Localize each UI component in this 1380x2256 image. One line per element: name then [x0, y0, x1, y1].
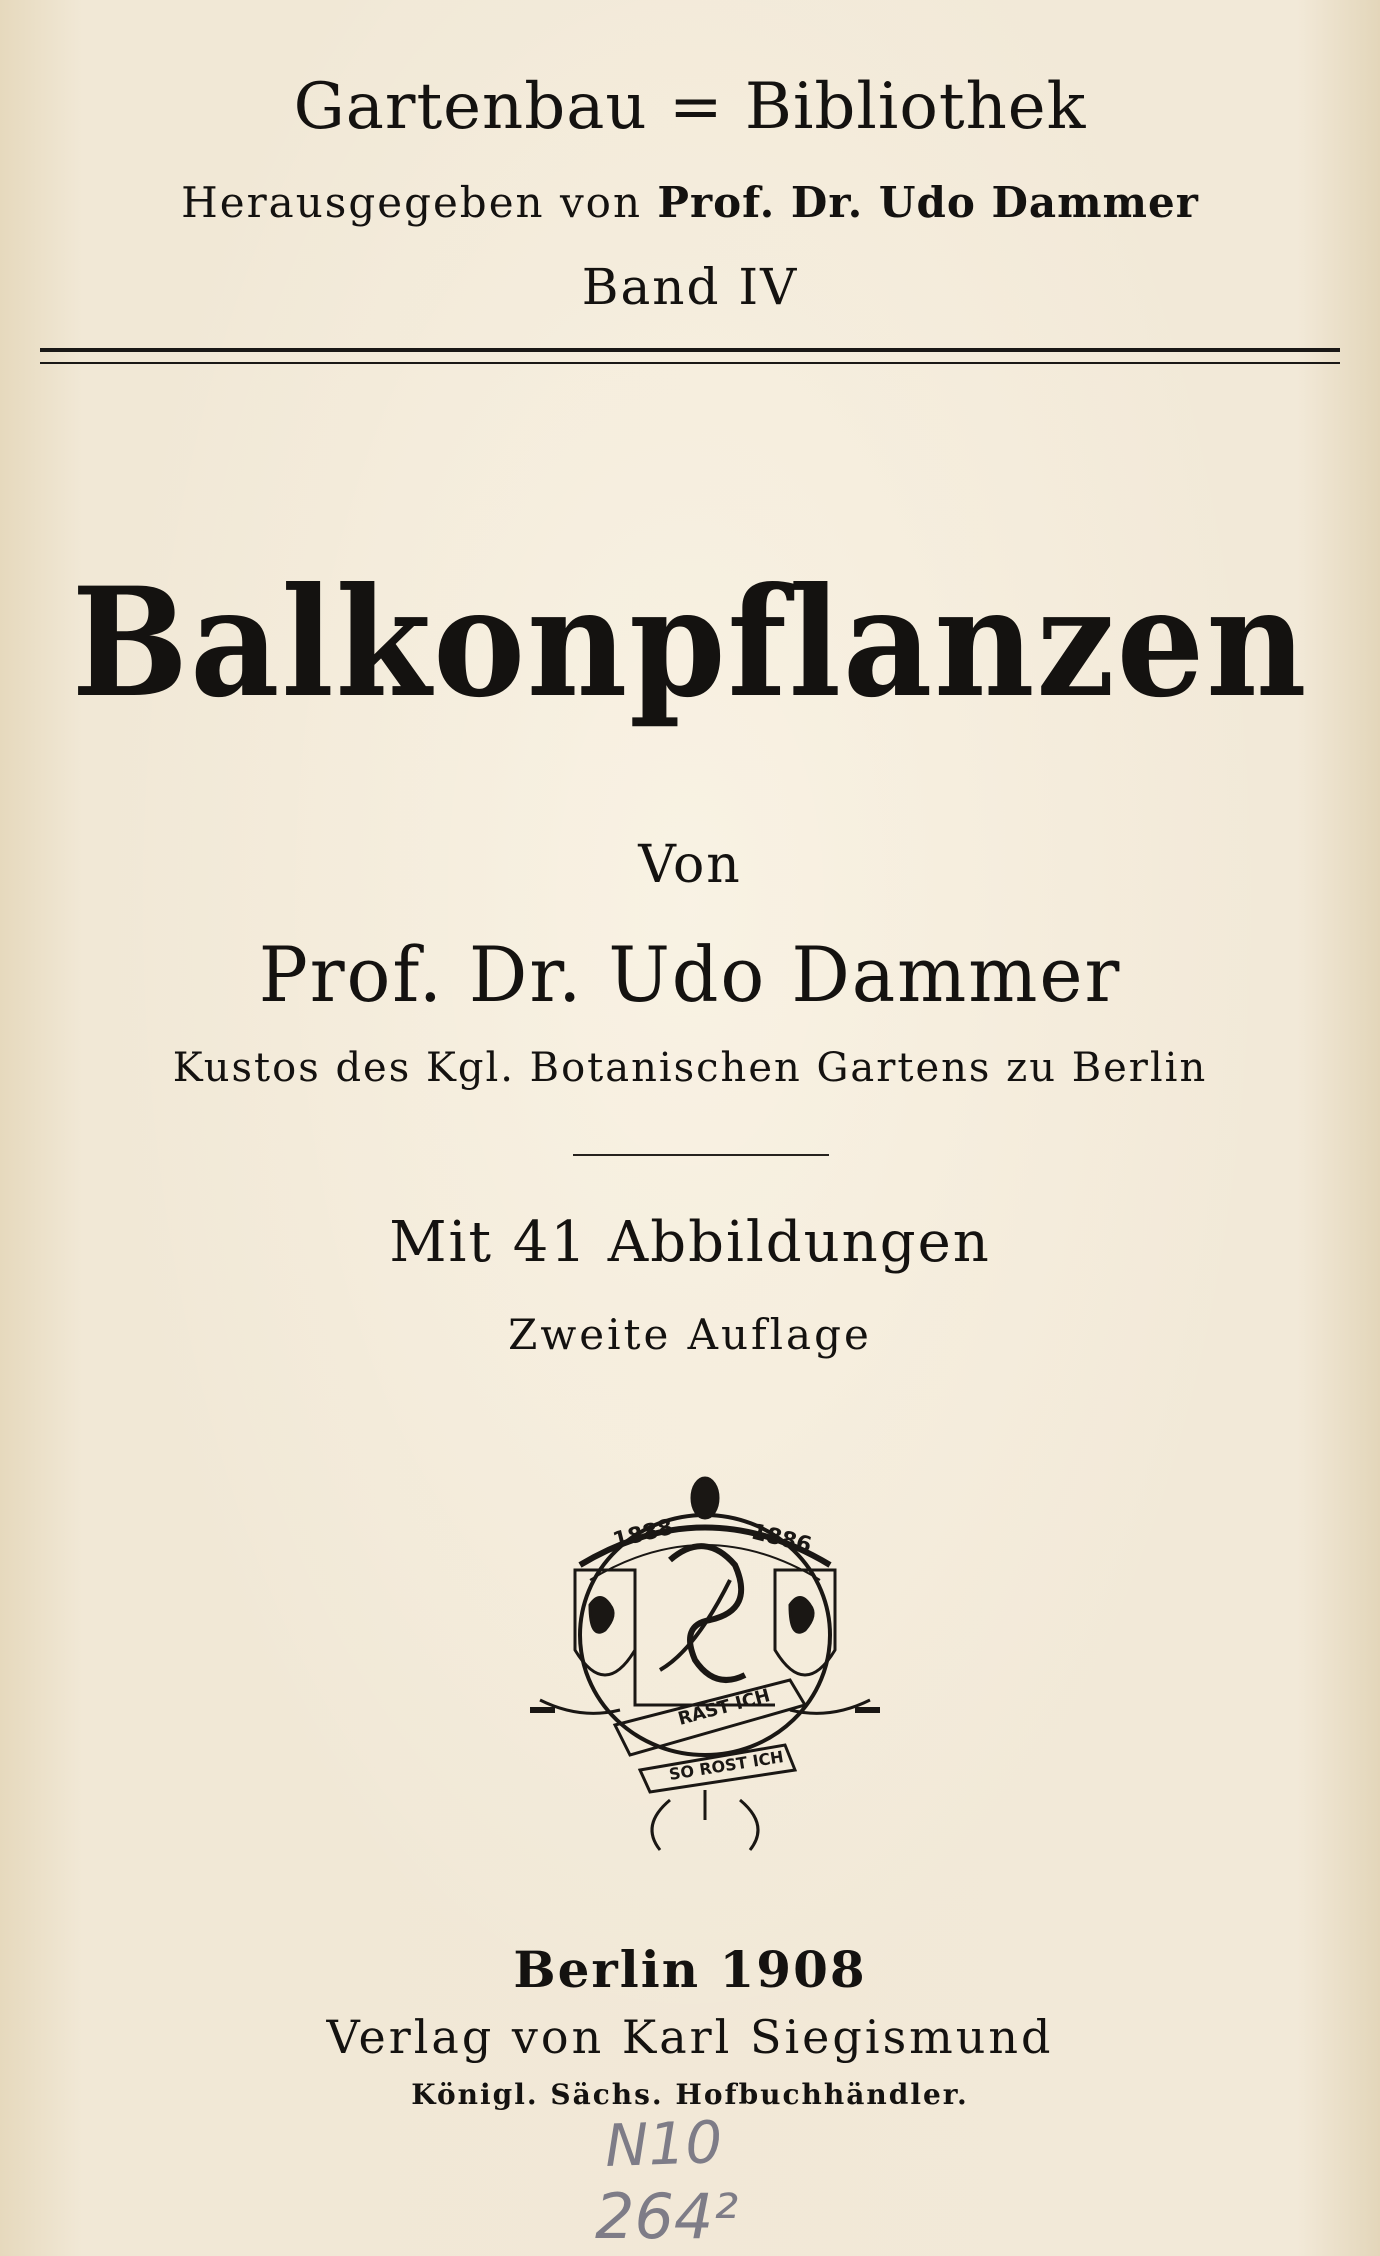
publisher-crest-icon [520, 1470, 890, 1860]
emblem-motto-lower: SO ROST ICH [667, 1747, 785, 1784]
imprint-publisher: Verlag von Karl Siegismund [326, 2010, 1054, 2064]
shelfmark-line-1: N10 [603, 2107, 724, 2181]
shelfmark-line-2: 264² [595, 2180, 739, 2253]
header-rule-thick [40, 348, 1340, 352]
imprint-publisher-title: Königl. Sächs. Hofbuchhändler. [411, 2078, 969, 2111]
imprint-place-year: Berlin 1908 [513, 1940, 867, 1999]
emblem-year-left: 1888 [610, 1514, 676, 1554]
volume-number: Band IV [581, 258, 799, 316]
editor-line [0, 178, 1380, 227]
emblem-year-right: 1886 [748, 1519, 815, 1559]
series-title: Gartenbau = Bibliothek [293, 70, 1087, 144]
author-affiliation: Kustos des Kgl. Botanischen Gartens zu Berlin [172, 1045, 1208, 1091]
author-name: Prof. Dr. Udo Dammer [258, 930, 1122, 1019]
edition-label: Zweite Auflage [508, 1310, 872, 1359]
by-label: Von [638, 835, 742, 895]
section-divider [573, 1154, 829, 1156]
header-rule-thin [40, 362, 1340, 364]
emblem-motto-upper: RAST ICH [675, 1685, 773, 1730]
editor-name: Prof. Dr. Udo Dammer [657, 178, 1199, 227]
book-title: Balkonpflanzen [71, 555, 1309, 731]
editor-prefix: Herausgegeben von [181, 178, 643, 227]
illustrations-count: Mit 41 Abbildungen [389, 1210, 991, 1275]
